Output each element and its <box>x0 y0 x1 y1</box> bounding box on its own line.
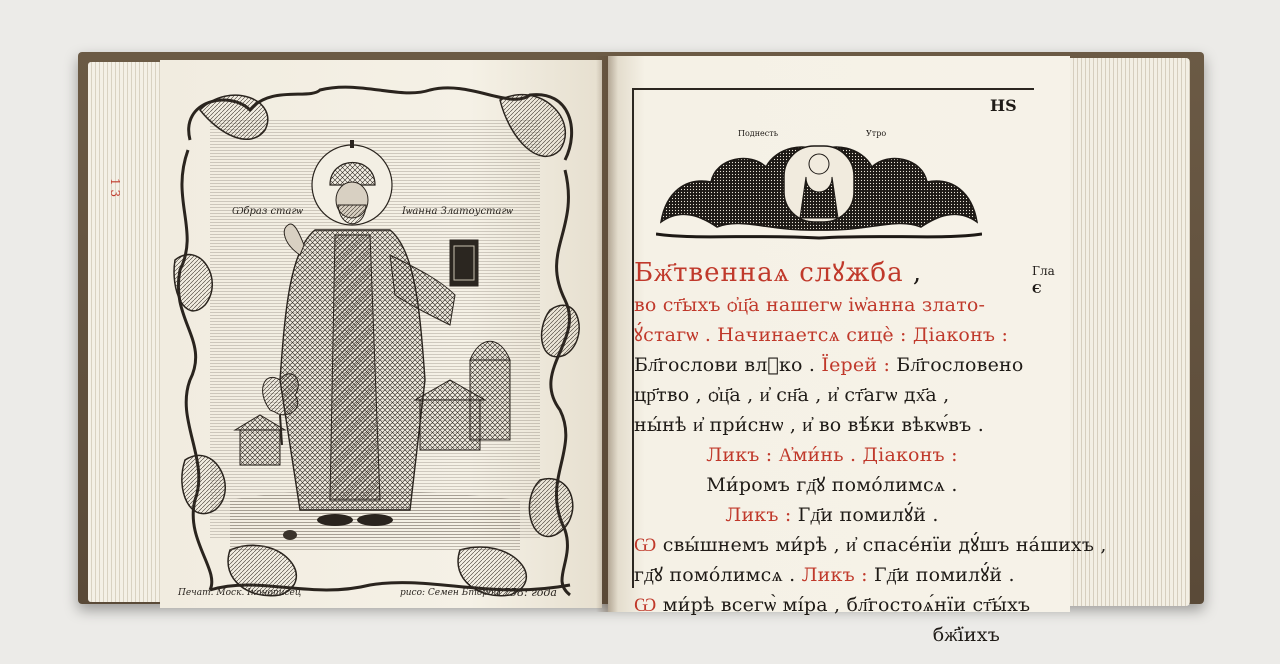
body-text: Гд҃и помилꙋ́й . <box>797 504 939 526</box>
rubric-text: во ст҃ыхъ ѻ҆ц҃а нашегѡ іѡ҆анна злато- <box>634 294 986 316</box>
text-line <box>634 440 1030 470</box>
text-line <box>634 560 1030 590</box>
body-text: Бл҃гословено <box>896 354 1024 376</box>
rubric-text: Їерей : <box>821 354 897 376</box>
engraving-caption-mid: рисо: Семен Бторой <box>400 588 500 598</box>
body-text: , <box>903 258 923 288</box>
text-line <box>634 500 1030 530</box>
margin-note-label: Гла <box>1032 264 1055 278</box>
headpiece-ornament <box>656 122 982 242</box>
book-gutter <box>596 56 618 612</box>
body-text: цр҃тво , ѻ҆ц҃а , и҆ сн҃а , и҆ ст҃агѡ дх҃а , <box>634 384 950 406</box>
edge-red-mark: 1 3 <box>108 178 122 198</box>
rubric-text: Бж҃твеннаѧ слꙋжба <box>634 258 904 288</box>
margin-note-number: Є <box>1032 282 1042 296</box>
page-edges-left <box>88 62 170 602</box>
body-text: свы́шнемъ ми́рѣ , и҆ спасе́нїи дꙋ́шъ на́шихъ , <box>656 534 1107 556</box>
text-line <box>634 410 1030 440</box>
text-line <box>634 380 1030 410</box>
text-line <box>634 350 1030 380</box>
body-text: гд҃ꙋ помо́лимсѧ . <box>634 564 802 586</box>
rubric-text: Ѡ <box>634 534 657 556</box>
headpiece-label-right: Утро <box>866 129 887 138</box>
body-text: бж҃їихъ <box>932 624 1000 646</box>
page-edges-right <box>1050 58 1190 606</box>
engraving-caption-left: Печат. Моск. Іконописец <box>178 588 302 598</box>
rubric-text: Ѡ <box>634 594 657 616</box>
text-line <box>634 256 1030 290</box>
page-number: НЅ <box>990 96 1017 115</box>
text-line <box>634 470 1030 500</box>
rubric-text: ꙋ́стагѡ . Начинаетсѧ сицѐ : Діаконъ : <box>634 324 1009 346</box>
rubric-text: Ликъ : А҆ми́нь . Діаконъ : <box>706 444 958 466</box>
body-text: ны́нѣ и҆ при́снѡ , и҆ во вѣ́ки вѣкѡ́въ . <box>634 414 984 436</box>
rubric-text: Ликъ : <box>725 504 798 526</box>
engraving-label-left: Ѡбраз стагѡ <box>232 206 303 217</box>
rubric-text: Ликъ : <box>801 564 874 586</box>
text-line <box>634 620 1030 650</box>
margin-note <box>1032 262 1055 298</box>
engraving-label-right: Іѡанна Златоустагѡ <box>402 206 513 217</box>
body-text: ми́рѣ всегѡ̀ мі́ра , бл҃гостоѧ́нїи ст҃ы́хъ <box>656 594 1031 616</box>
text-line <box>634 530 1107 560</box>
text-line <box>634 290 1030 320</box>
text-line <box>634 590 1030 620</box>
engraving-caption-year: 1758: года <box>496 586 557 599</box>
body-text: Ми́ромъ гд҃ꙋ помо́лимсѧ . <box>706 474 958 496</box>
headpiece-label-left: Поднесть <box>738 129 779 138</box>
body-text: Бл҃гослови влⷣко . <box>634 354 822 376</box>
page-frame-top-rule <box>632 88 1034 90</box>
body-text: Гд҃и помилꙋ́й . <box>873 564 1015 586</box>
saint-engraving <box>170 80 590 600</box>
text-line <box>634 320 1030 350</box>
